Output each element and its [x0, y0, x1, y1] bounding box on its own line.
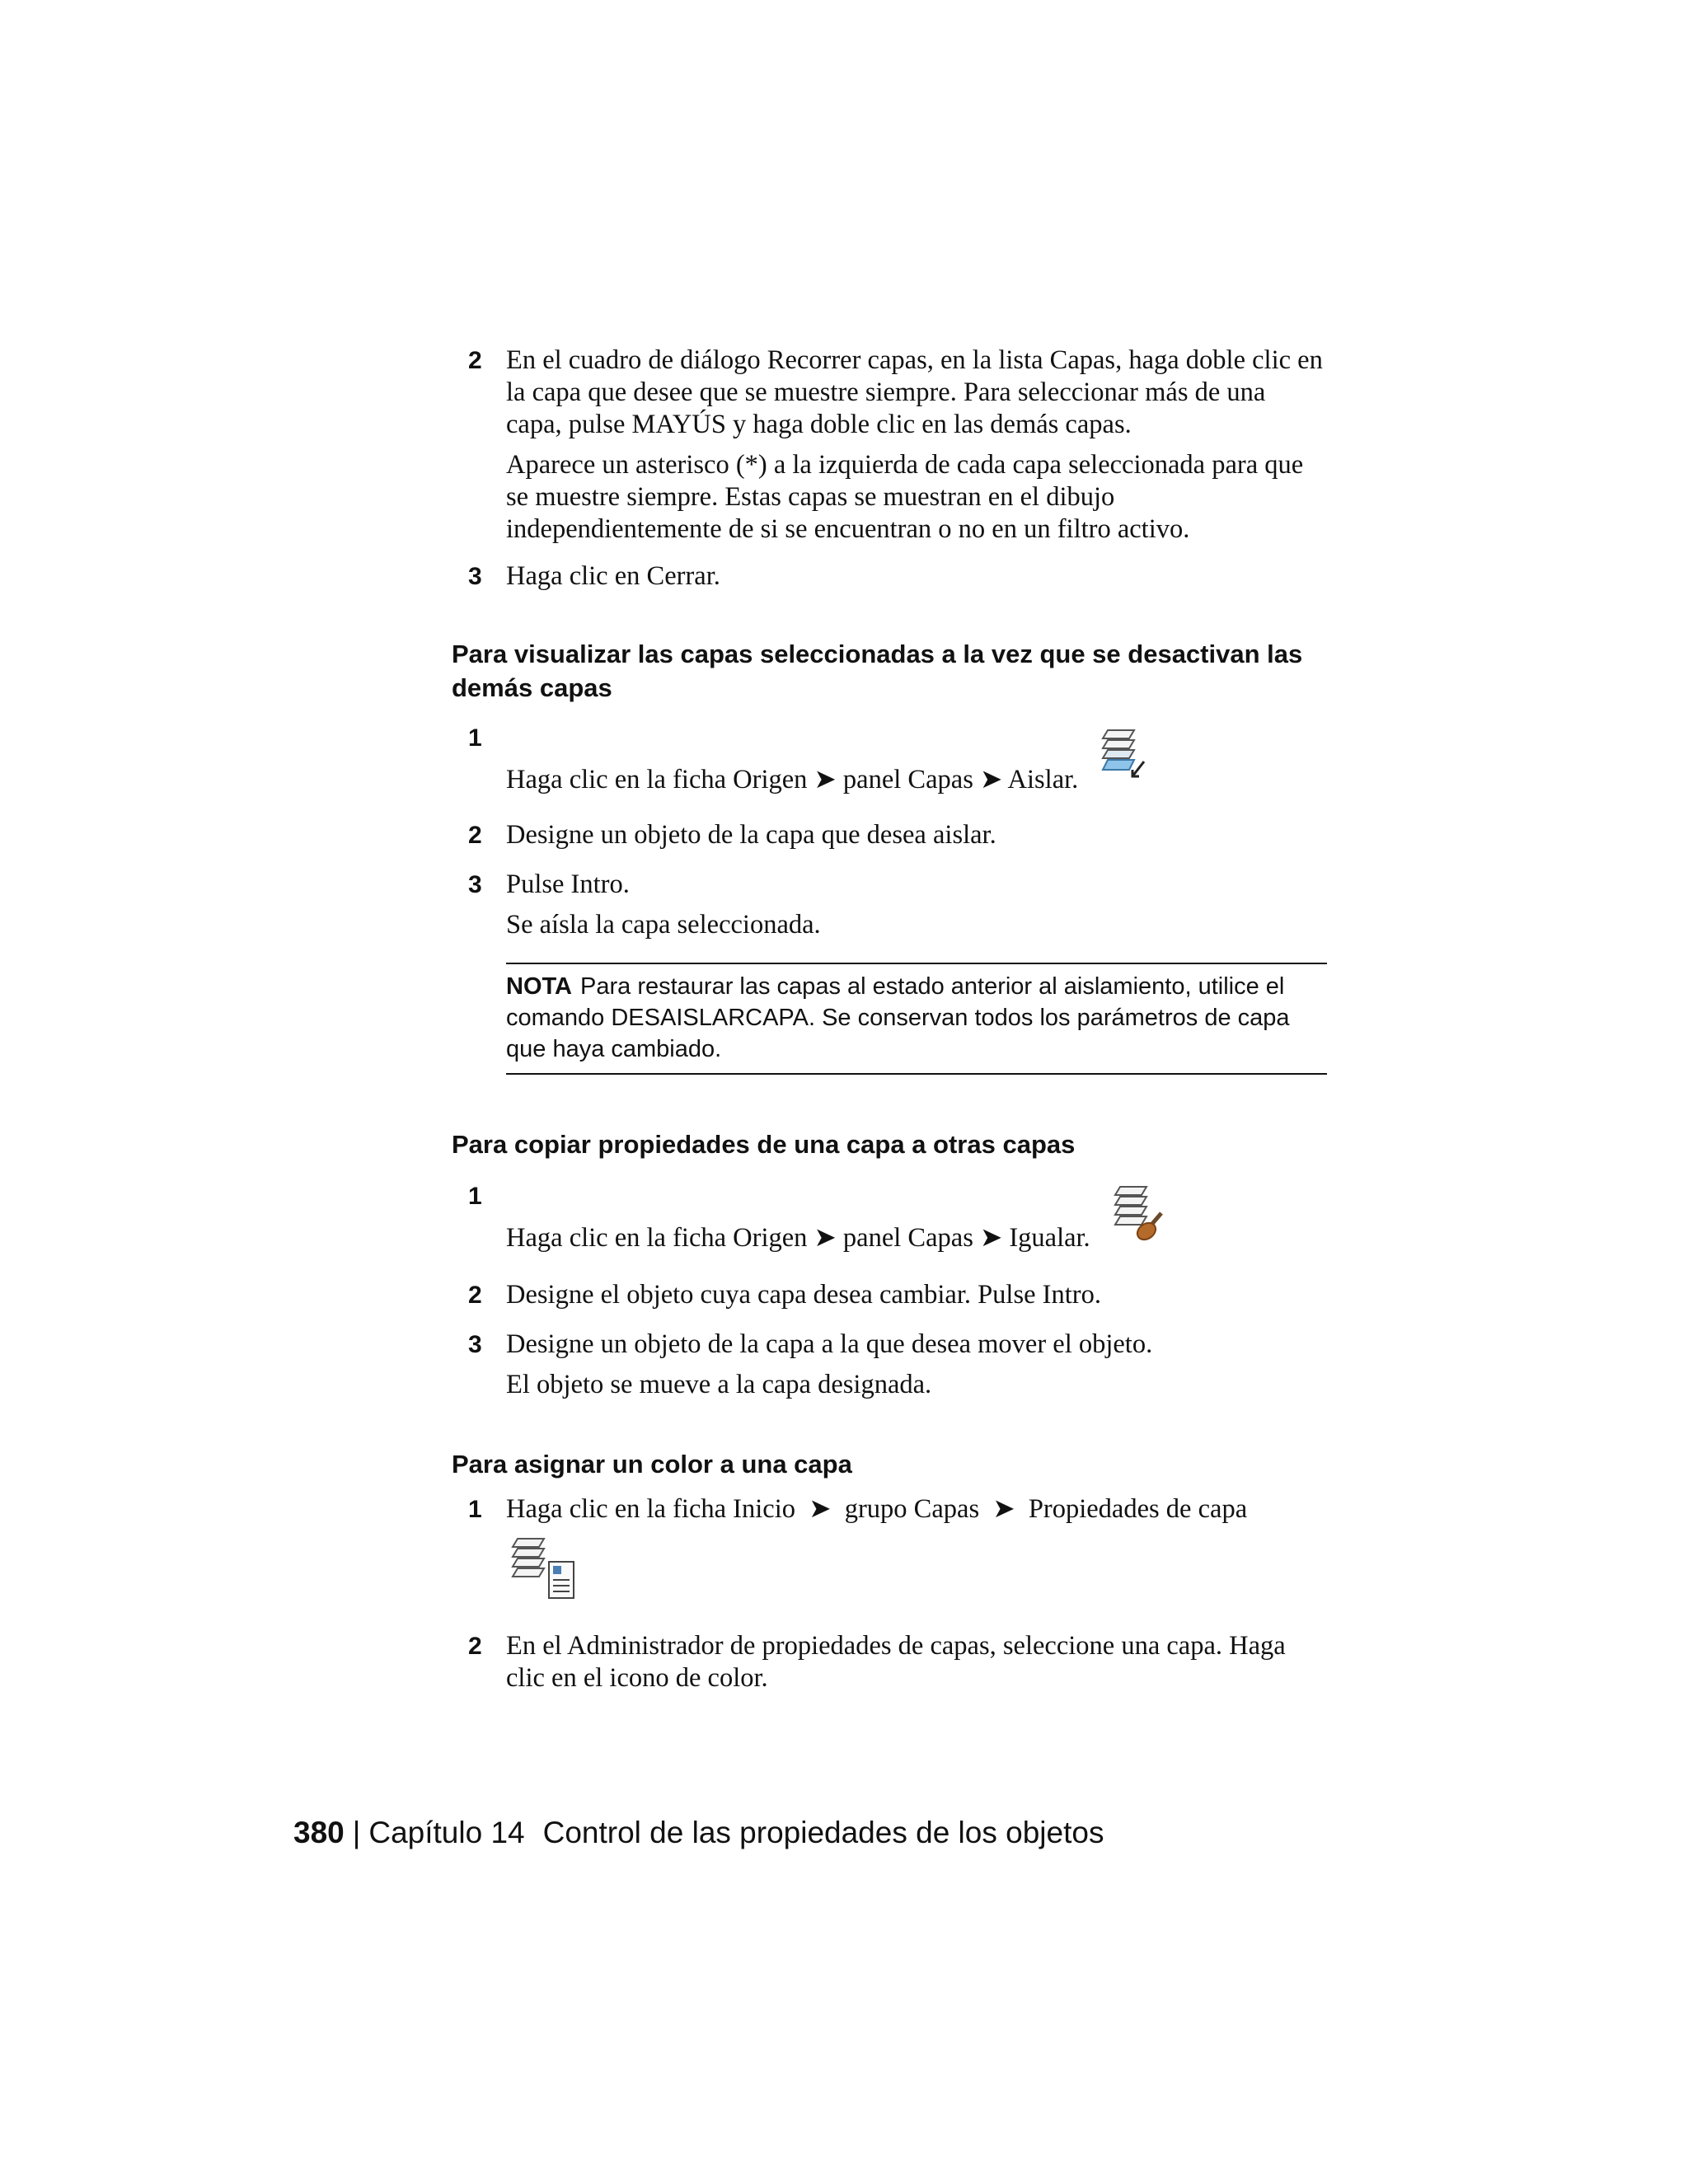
step-text: En el Administrador de propiedades de capas, seleccione una capa. Haga clic en el icono de color.	[506, 1631, 1286, 1693]
footer-separator: |	[352, 1816, 361, 1849]
step-number: 3	[468, 1331, 482, 1358]
step-number: 2	[468, 1282, 482, 1309]
page-number: 380	[293, 1816, 345, 1849]
step-text: Designe el objeto cuya capa desea cambiar. Pulse Intro.	[506, 1280, 1101, 1310]
step-number: 1	[468, 1496, 482, 1523]
page-content	[452, 0, 1327, 2184]
step-text: Designe un objeto de la capa que desea aislar.	[506, 820, 996, 850]
step-text: Pulse Intro.	[506, 869, 630, 899]
step-result: Se aísla la capa seleccionada.	[506, 910, 821, 940]
step-text: Haga clic en Cerrar.	[506, 561, 720, 591]
step-number: 1	[468, 1183, 482, 1210]
layer-isolate-icon	[1096, 722, 1162, 796]
step-text: En el cuadro de diálogo Recorrer capas, en la lista Capas, haga doble clic en la capa que desee que se muestre siempre. Para seleccionar más de una capa, pulse MAYÚS y haga doble clic en las demás capas.	[506, 345, 1323, 439]
note-box	[506, 963, 1327, 1075]
chapter-title: Control de las propiedades de los objetos	[542, 1816, 1104, 1849]
step-text: Haga clic en la ficha Origen ➤ panel Capas ➤ Igualar.	[506, 1223, 1090, 1253]
section-heading-color: Para asignar un color a una capa	[452, 1450, 852, 1479]
layer-match-icon	[1109, 1180, 1175, 1254]
step-number: 2	[468, 822, 482, 849]
chapter-label: Capítulo 14	[368, 1816, 525, 1849]
note-text: Para restaurar las capas al estado anterior al aislamiento, utilice el comando DESAISLARCAPA. Se conservan todos los parámetros de capa que haya cambiado.	[506, 973, 1290, 1062]
step-number: 3	[468, 871, 482, 898]
section-heading-copy: Para copiar propiedades de una capa a otras capas	[452, 1130, 1076, 1159]
step-result: El objeto se mueve a la capa designada.	[506, 1370, 932, 1399]
step-text: Haga clic en la ficha Inicio ➤ grupo Capas ➤ Propiedades de capa	[506, 1494, 1248, 1524]
page-footer	[293, 1816, 1104, 1850]
step-text: Designe un objeto de la capa a la que desea mover el objeto.	[506, 1329, 1153, 1359]
step-text: Haga clic en la ficha Origen ➤ panel Capas ➤ Aislar.	[506, 765, 1079, 794]
note-label: NOTA	[506, 973, 573, 1000]
layer-properties-icon	[506, 1532, 1327, 1619]
step-number: 2	[468, 1633, 482, 1660]
step-number: 1	[468, 724, 482, 752]
section-heading-isolate: Para visualizar las capas seleccionadas a la vez que se desactivan las demás capas	[452, 640, 1303, 702]
step-number: 2	[468, 347, 482, 374]
step-result: Aparece un asterisco (*) a la izquierda de cada capa seleccionada para que se muestre siempre. Estas capas se muestran en el dibujo independientemente de si se encuentran o no en un filtro activo.	[506, 450, 1304, 544]
step-number: 3	[468, 563, 482, 590]
